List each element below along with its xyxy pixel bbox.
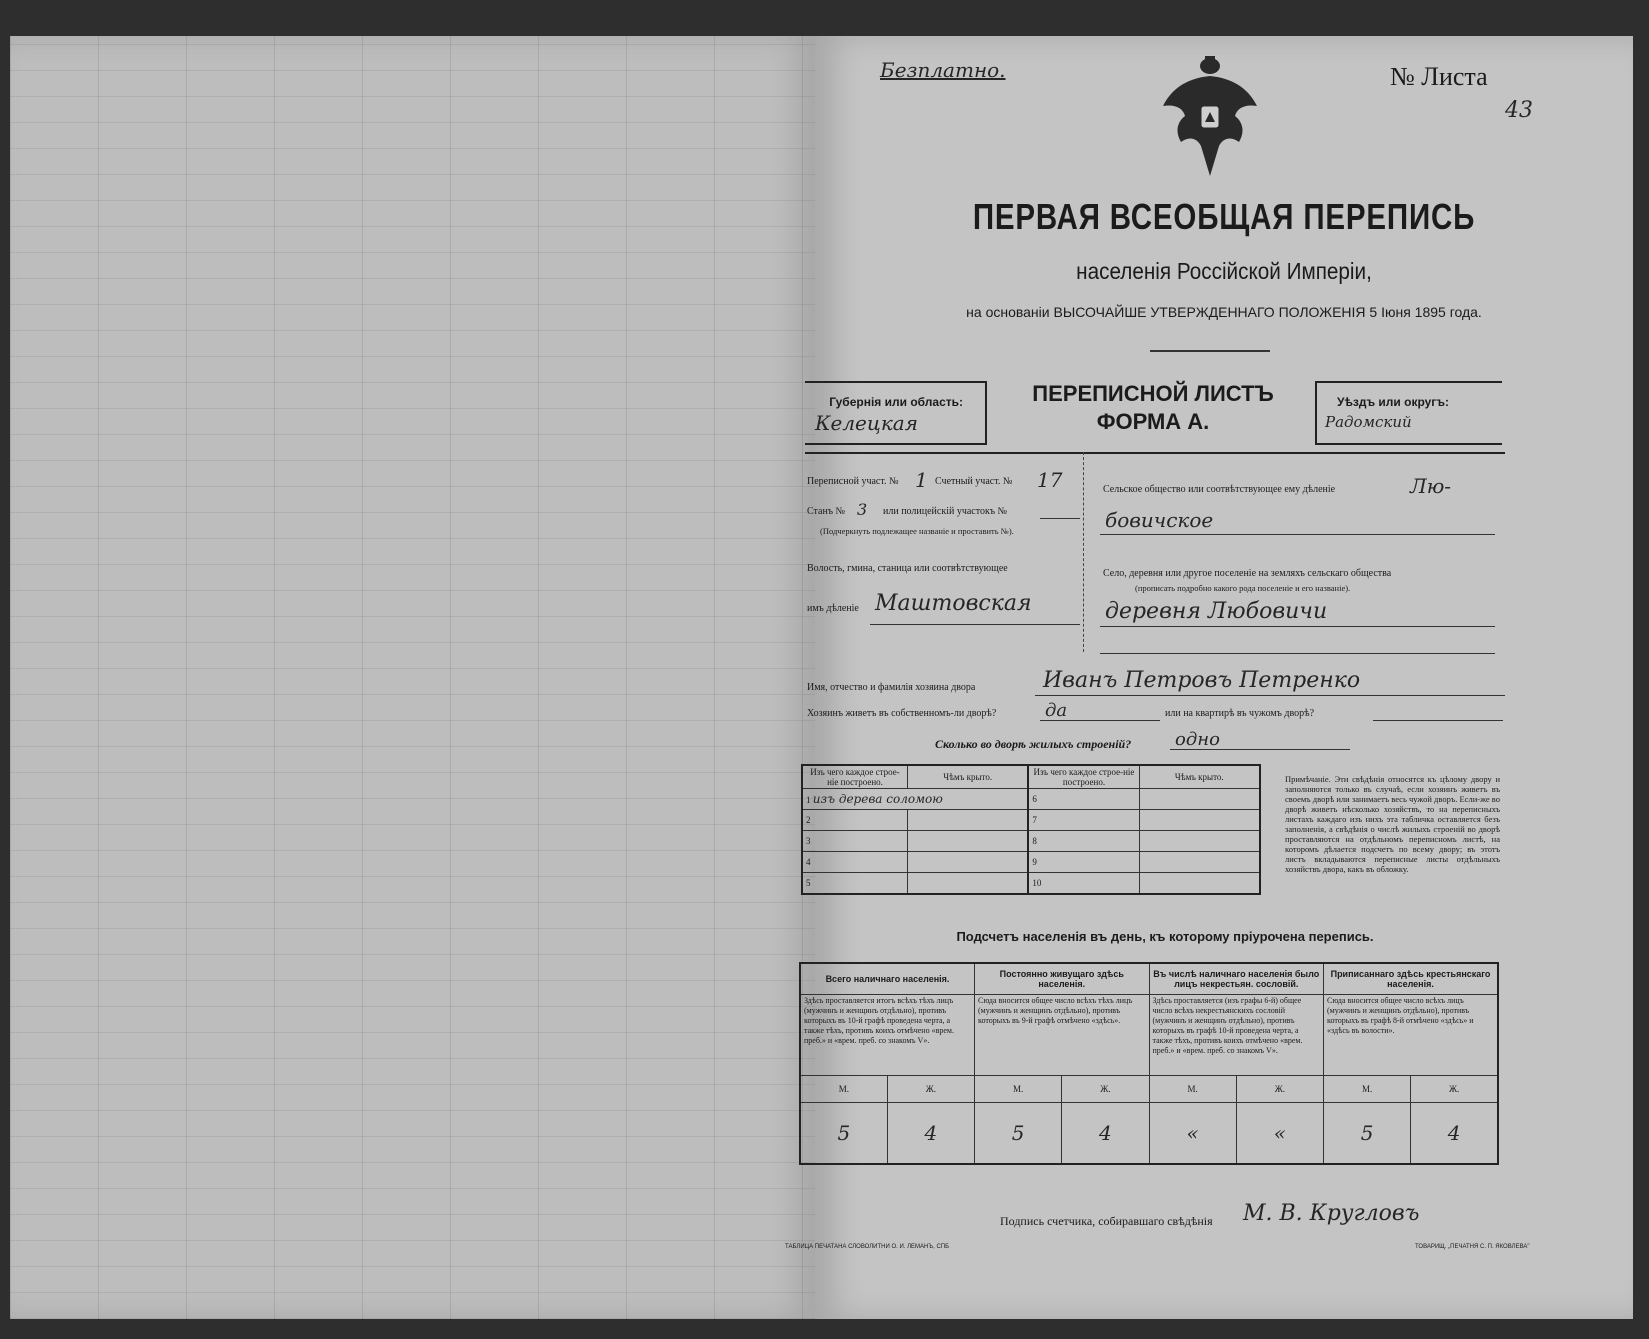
table-row <box>802 831 1260 852</box>
summary-col-head: Въ числѣ наличнаго населенія было лицъ некрестьян. сословій. <box>1149 963 1324 995</box>
f-head: Ж. <box>1236 1076 1323 1103</box>
volost-label-1: Волость, гмина, станица или соотвѣтствующее <box>807 563 1008 574</box>
summary-col-desc: Сюда вносится общее число всѣхъ тѣхъ лицъ (мужчинъ и женщинъ отдѣльно), противъ которыхъ въ 9-й графѣ отмѣчено «здѣсь». <box>975 995 1150 1076</box>
police-line <box>1040 518 1080 519</box>
census-form-page <box>785 36 1633 1319</box>
volost-line <box>870 624 1080 625</box>
buildings-value: одно <box>1175 729 1220 750</box>
count-section-label: Счетный участ. № <box>935 476 1013 487</box>
census-section-value: 1 <box>915 468 928 492</box>
census-subtitle: населенія Россійской Имперіи, <box>1076 258 1372 284</box>
summary-col-head: Постоянно живущаго здѣсь населенія. <box>975 963 1150 995</box>
province-value: Келецкая <box>815 411 918 435</box>
form-title-1: ПЕРЕПИСНОЙ ЛИСТЪ <box>1032 381 1274 406</box>
footer-left: ТАБЛИЦА ПЕЧАТАНА СЛОВОЛИТНИ О. И. ЛЕМАНЪ, СПБ <box>785 1244 950 1250</box>
society-label: Сельское общество или соотвѣтствующее ему дѣленіе <box>1103 484 1336 495</box>
owner-line <box>1035 695 1505 696</box>
summary-table <box>799 962 1499 1165</box>
m-value: 5 <box>975 1103 1062 1165</box>
district-value: Радомский <box>1325 413 1412 431</box>
district-label: Уѣздъ или округъ: <box>1337 395 1450 409</box>
police-label: или полицейскій участокъ № <box>883 506 1008 517</box>
count-section-value: 17 <box>1037 468 1063 492</box>
own-yard-label: Хозяинъ живетъ въ собственномъ-ли дворѣ? <box>807 708 997 719</box>
census-section-label: Переписной участ. № <box>807 476 899 487</box>
census-basis: на основаніи ВЫСОЧАЙШЕ УТВЕРЖДЕННАГО ПОЛОЖЕНІЯ 5 Іюня 1895 года. <box>966 304 1482 320</box>
own-yard-value: да <box>1045 700 1068 721</box>
stan-label: Станъ № <box>807 506 846 517</box>
district-box <box>1315 381 1502 445</box>
free-label: Безплатно. <box>880 58 1006 82</box>
table-row <box>802 810 1260 831</box>
row-num-right: 6 <box>1028 789 1139 810</box>
village-value: деревня Любовичи <box>1105 599 1328 624</box>
buildings-label: Сколько во дворѣ жилыхъ строеній? <box>935 737 1132 751</box>
underline-note: (Подчеркнуть подлежащее названіе и проставить №). <box>820 526 1014 536</box>
society-line <box>1100 534 1495 535</box>
signature-label: Подпись счетчика, собиравшаго свѣдѣнія <box>1000 1214 1213 1228</box>
table-row <box>802 873 1260 895</box>
f-value: 4 <box>1411 1103 1498 1165</box>
volost-label-2: имъ дѣленіе <box>807 603 859 614</box>
row-num: 5 <box>802 873 907 895</box>
m-head: М. <box>800 1076 887 1103</box>
form-head-rule <box>805 452 1505 454</box>
table-row <box>802 789 1260 810</box>
village-line-2 <box>1100 653 1495 654</box>
m-head: М. <box>1324 1076 1411 1103</box>
buildings-table <box>801 764 1261 895</box>
row-num: 3 <box>802 831 907 852</box>
stan-value: 3 <box>857 500 868 519</box>
field-divider <box>1083 452 1084 652</box>
footer-right: ТОВАРИЩ. „ПЕЧАТНЯ С. П. ЯКОВЛЕВА" <box>1415 1244 1530 1250</box>
owner-value: Иванъ Петровъ Петренко <box>1043 668 1361 693</box>
row-num-right: 9 <box>1028 852 1139 873</box>
census-title: ПЕРВАЯ ВСЕОБЩАЯ ПЕРЕПИСЬ <box>972 196 1476 237</box>
col-material-head: Изъ чего каждое строе-ніе построено. <box>802 765 907 789</box>
row-num-right: 7 <box>1028 810 1139 831</box>
form-title-2: ФОРМА А. <box>1096 409 1210 434</box>
village-note: (прописать подробно какого рода поселеніе и его названіе). <box>1135 583 1351 593</box>
ornament-divider <box>1150 350 1270 352</box>
summary-col-desc: Здѣсь проставляется итогъ всѣхъ тѣхъ лицъ (мужчинъ и женщинъ отдѣльно), противъ которыхъ въ 10-й графѣ проведена черта, а также тѣхъ, противъ коихъ отмѣчено «врем. преб.» и «врем. преб. со знакомъ V». <box>800 995 975 1076</box>
village-line <box>1100 626 1495 627</box>
col-material-head-2: Изъ чего каждое строе-ніе построено. <box>1028 765 1139 789</box>
volost-value: Маштовская <box>875 591 1032 616</box>
row-num-right: 8 <box>1028 831 1139 852</box>
sheet-number-value: 43 <box>1505 98 1533 123</box>
left-page-ruled <box>10 36 815 1319</box>
summary-title: Подсчетъ населенія въ день, къ которому пріурочена перепись. <box>956 929 1374 944</box>
col-roof-head-2: Чѣмъ крыто. <box>1139 765 1260 789</box>
row-num: 1 <box>806 795 811 805</box>
row-num-right: 10 <box>1028 873 1139 895</box>
note-text: Примѣчаніе. Эти свѣдѣнія относятся къ цѣлому двору и заполняются только въ случаѣ, если хозяинъ живетъ въ своемъ дворѣ или занимаетъ весь чужой дворъ. Если-же во дворѣ живетъ нѣсколько хозяйствъ, то на переписныхъ листахъ каждаго изъ нихъ эта табличка оставляется безъ заполненія, а свѣдѣнія о числѣ жилыхъ строеній во дворѣ проставляются на отдѣльномъ переписномъ листѣ, на которомъ дѣлается подсчетъ по всему двору; въ этотъ листъ вкладываются переписные листы отдѣльныхъ хозяйствъ двора, какъ въ обложку. <box>1285 774 1500 874</box>
summary-col-head: Приписаннаго здѣсь крестьянскаго населенія. <box>1324 963 1499 995</box>
province-label: Губернія или область: <box>829 395 963 409</box>
summary-col-desc: Сюда вносится общее число всѣхъ лицъ (мужчинъ и женщинъ отдѣльно), противъ которыхъ въ графѣ 8-й отмѣчено «здѣсь» и «здѣсь въ волости». <box>1324 995 1499 1076</box>
village-label: Село, деревня или другое поселеніе на земляхъ сельскаго общества <box>1103 568 1392 579</box>
row-num: 4 <box>802 852 907 873</box>
f-head: Ж. <box>1411 1076 1498 1103</box>
society-value-2: бовичское <box>1105 508 1214 532</box>
summary-col-desc: Здѣсь проставляется (изъ графы 6-й) общее число всѣхъ некрестьянскихъ сословій (мужчинъ и женщинъ отдѣльно), противъ которыхъ въ графѣ 10-й проведена черта, а также тѣхъ, противъ коихъ отмѣчено «врем. преб.» и «врем. преб. со знакомъ V». <box>1149 995 1324 1076</box>
f-head: Ж. <box>1062 1076 1149 1103</box>
rented-line <box>1373 720 1503 721</box>
row-num: 2 <box>802 810 907 831</box>
f-head: Ж. <box>887 1076 974 1103</box>
m-head: М. <box>1149 1076 1236 1103</box>
m-head: М. <box>975 1076 1062 1103</box>
society-value-1: Лю- <box>1410 474 1452 498</box>
f-value: 4 <box>887 1103 974 1165</box>
f-value: « <box>1236 1103 1323 1165</box>
sheet-number-label: № Листа <box>1390 62 1488 91</box>
rented-label: или на квартирѣ въ чужомъ дворѣ? <box>1165 708 1315 719</box>
row-value: изъ дерева соломою <box>812 792 943 806</box>
province-box <box>805 381 987 445</box>
own-yard-line <box>1040 720 1160 721</box>
owner-label: Имя, отчество и фамилія хозяина двора <box>807 682 976 693</box>
m-value: « <box>1149 1103 1236 1165</box>
f-value: 4 <box>1062 1103 1149 1165</box>
signature-value: М. В. Кругловъ <box>1243 1201 1420 1226</box>
m-value: 5 <box>1324 1103 1411 1165</box>
col-roof-head: Чѣмъ крыто. <box>907 765 1028 789</box>
double-headed-eagle-emblem <box>1155 56 1265 186</box>
buildings-line <box>1170 749 1350 750</box>
table-row <box>802 852 1260 873</box>
summary-col-head: Всего наличнаго населенія. <box>800 963 975 995</box>
m-value: 5 <box>800 1103 887 1165</box>
